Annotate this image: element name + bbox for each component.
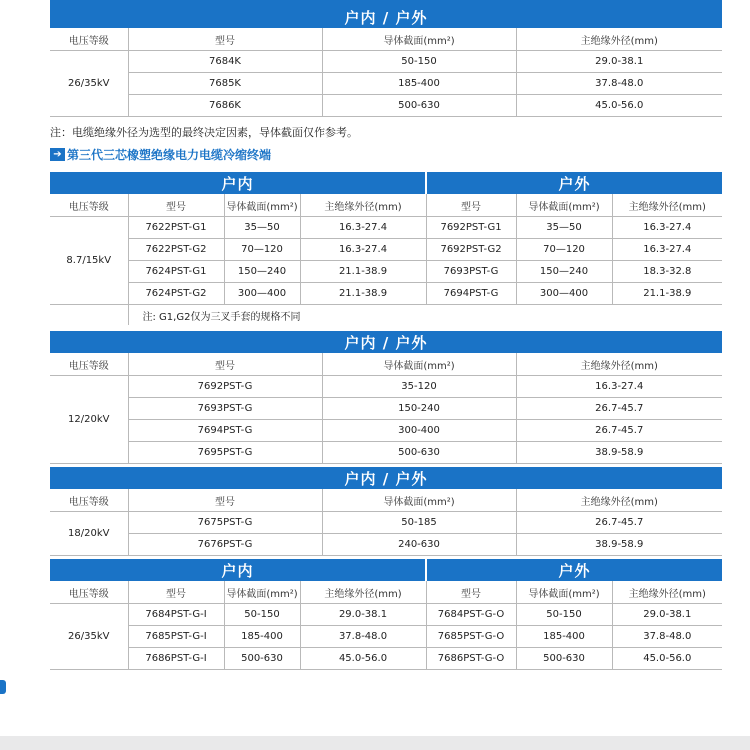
diameter-cell: 16.3-27.4 [300, 217, 426, 239]
header-section: 导体截面(mm²) [516, 581, 612, 604]
diameter-cell: 45.0-56.0 [516, 95, 722, 117]
diameter-cell: 26.7-45.7 [516, 420, 722, 442]
header-voltage: 电压等级 [50, 581, 128, 604]
diameter-cell: 21.1-38.9 [612, 283, 722, 305]
diameter-cell: 16.3-27.4 [300, 239, 426, 261]
table-row [50, 512, 722, 534]
header-diameter: 主绝缘外径(mm) [300, 581, 426, 604]
table-row [50, 217, 722, 239]
model-cell: 7675PST-G [128, 512, 322, 534]
header-section: 导体截面(mm²) [516, 194, 612, 217]
diameter-cell: 45.0-56.0 [300, 648, 426, 670]
model-cell: 7685K [128, 73, 322, 95]
header-section: 导体截面(mm²) [322, 353, 516, 376]
table-row [50, 534, 722, 556]
voltage-cell: 18/20kV [50, 512, 128, 556]
table-row [50, 376, 722, 398]
section-cell: 150—240 [516, 261, 612, 283]
diameter-cell: 29.0-38.1 [612, 604, 722, 626]
table-row [50, 626, 722, 648]
section-cell: 35-120 [322, 376, 516, 398]
diameter-cell: 16.3-27.4 [516, 376, 722, 398]
diameter-cell: 37.8-48.0 [612, 626, 722, 648]
header-diameter: 主绝缘外径(mm) [612, 581, 722, 604]
section-title [50, 146, 271, 163]
voltage-cell: 26/35kV [50, 604, 128, 670]
header-model: 型号 [128, 581, 224, 604]
note-gloves: 注: G1,G2仅为三叉手套的规格不同 [128, 305, 722, 326]
bottom-bar [0, 736, 750, 750]
header-model: 型号 [426, 581, 516, 604]
section-title-text: 第三代三芯橡塑绝缘电力电缆冷缩终端 [67, 148, 272, 162]
band-indoor: 户内 [50, 172, 426, 194]
band-indoor-outdoor: 户内 / 户外 [50, 467, 722, 489]
band-indoor-outdoor: 户内 / 户外 [50, 331, 722, 353]
header-diameter: 主绝缘外径(mm) [516, 489, 722, 512]
section-cell: 300—400 [516, 283, 612, 305]
diameter-cell: 45.0-56.0 [612, 648, 722, 670]
section-cell: 500-630 [224, 648, 300, 670]
model-cell: 7694PST-G [426, 283, 516, 305]
diameter-cell: 21.1-38.9 [300, 261, 426, 283]
model-cell: 7624PST-G2 [128, 283, 224, 305]
model-cell: 7686PST-G-I [128, 648, 224, 670]
table-row [50, 604, 722, 626]
model-cell: 7684K [128, 51, 322, 73]
model-cell: 7694PST-G [128, 420, 322, 442]
section-cell: 35—50 [224, 217, 300, 239]
diameter-cell: 37.8-48.0 [516, 73, 722, 95]
section-cell: 50-150 [516, 604, 612, 626]
band-indoor-outdoor: 户内 / 户外 [50, 6, 722, 28]
header-model: 型号 [128, 194, 224, 217]
diameter-cell: 16.3-27.4 [612, 239, 722, 261]
header-diameter: 主绝缘外径(mm) [300, 194, 426, 217]
header-voltage: 电压等级 [50, 194, 128, 217]
model-cell: 7684PST-G-O [426, 604, 516, 626]
note-diameter: 注：电缆绝缘外径为选型的最终决定因素，导体截面仅作参考。 [50, 126, 358, 139]
section-cell: 500-630 [322, 95, 516, 117]
model-cell: 7693PST-G [128, 398, 322, 420]
diameter-cell: 38.9-58.9 [516, 534, 722, 556]
model-cell: 7676PST-G [128, 534, 322, 556]
table-row [50, 398, 722, 420]
table-26-35kv-k-series [50, 0, 722, 117]
table-row [50, 95, 722, 117]
header-diameter: 主绝缘外径(mm) [516, 353, 722, 376]
section-cell: 150-240 [322, 398, 516, 420]
header-diameter: 主绝缘外径(mm) [516, 28, 722, 51]
section-cell: 500-630 [322, 442, 516, 464]
model-cell: 7692PST-G2 [426, 239, 516, 261]
header-model: 型号 [426, 194, 516, 217]
table-row [50, 283, 722, 305]
table-row [50, 73, 722, 95]
model-cell: 7684PST-G-I [128, 604, 224, 626]
diameter-cell: 26.7-45.7 [516, 398, 722, 420]
table-row [50, 51, 722, 73]
header-diameter: 主绝缘外径(mm) [612, 194, 722, 217]
diameter-cell: 37.8-48.0 [300, 626, 426, 648]
model-cell: 7692PST-G1 [426, 217, 516, 239]
band-indoor: 户内 [50, 559, 426, 581]
model-cell: 7686K [128, 95, 322, 117]
diameter-cell: 21.1-38.9 [300, 283, 426, 305]
header-model: 型号 [128, 353, 322, 376]
band-outdoor: 户外 [426, 172, 722, 194]
section-cell: 50-150 [322, 51, 516, 73]
table-8-7-15kv [50, 172, 722, 325]
model-cell: 7693PST-G [426, 261, 516, 283]
section-cell: 50-185 [322, 512, 516, 534]
diameter-cell: 29.0-38.1 [300, 604, 426, 626]
section-cell: 50-150 [224, 604, 300, 626]
section-cell: 185-400 [224, 626, 300, 648]
header-model: 型号 [128, 28, 322, 51]
diameter-cell: 18.3-32.8 [612, 261, 722, 283]
section-cell: 70—120 [224, 239, 300, 261]
model-cell: 7695PST-G [128, 442, 322, 464]
table-26-35kv-pst [50, 559, 722, 670]
header-voltage: 电压等级 [50, 28, 128, 51]
model-cell: 7692PST-G [128, 376, 322, 398]
diameter-cell: 29.0-38.1 [516, 51, 722, 73]
diameter-cell: 38.9-58.9 [516, 442, 722, 464]
model-cell: 7624PST-G1 [128, 261, 224, 283]
section-cell: 300—400 [224, 283, 300, 305]
arrow-right-icon: ➔ [50, 148, 65, 161]
table-row [50, 261, 722, 283]
section-cell: 185-400 [322, 73, 516, 95]
header-section: 导体截面(mm²) [224, 194, 300, 217]
table-12-20kv [50, 331, 722, 464]
band-outdoor: 户外 [426, 559, 722, 581]
header-section: 导体截面(mm²) [322, 28, 516, 51]
section-cell: 500-630 [516, 648, 612, 670]
diameter-cell: 26.7-45.7 [516, 512, 722, 534]
section-cell: 70—120 [516, 239, 612, 261]
table-row [50, 239, 722, 261]
header-section: 导体截面(mm²) [224, 581, 300, 604]
table-row [50, 442, 722, 464]
table-row [50, 648, 722, 670]
model-cell: 7622PST-G2 [128, 239, 224, 261]
model-cell: 7686PST-G-O [426, 648, 516, 670]
model-cell: 7622PST-G1 [128, 217, 224, 239]
section-cell: 35—50 [516, 217, 612, 239]
section-cell: 150—240 [224, 261, 300, 283]
page-edge-marker [0, 680, 6, 694]
voltage-cell: 26/35kV [50, 51, 128, 117]
header-model: 型号 [128, 489, 322, 512]
header-voltage: 电压等级 [50, 489, 128, 512]
model-cell: 7685PST-G-O [426, 626, 516, 648]
voltage-cell: 12/20kV [50, 376, 128, 464]
table-18-20kv [50, 467, 722, 556]
header-voltage: 电压等级 [50, 353, 128, 376]
diameter-cell: 16.3-27.4 [612, 217, 722, 239]
section-cell: 240-630 [322, 534, 516, 556]
header-section: 导体截面(mm²) [322, 489, 516, 512]
model-cell: 7685PST-G-I [128, 626, 224, 648]
section-cell: 185-400 [516, 626, 612, 648]
section-cell: 300-400 [322, 420, 516, 442]
voltage-cell: 8.7/15kV [50, 217, 128, 305]
table-row [50, 420, 722, 442]
